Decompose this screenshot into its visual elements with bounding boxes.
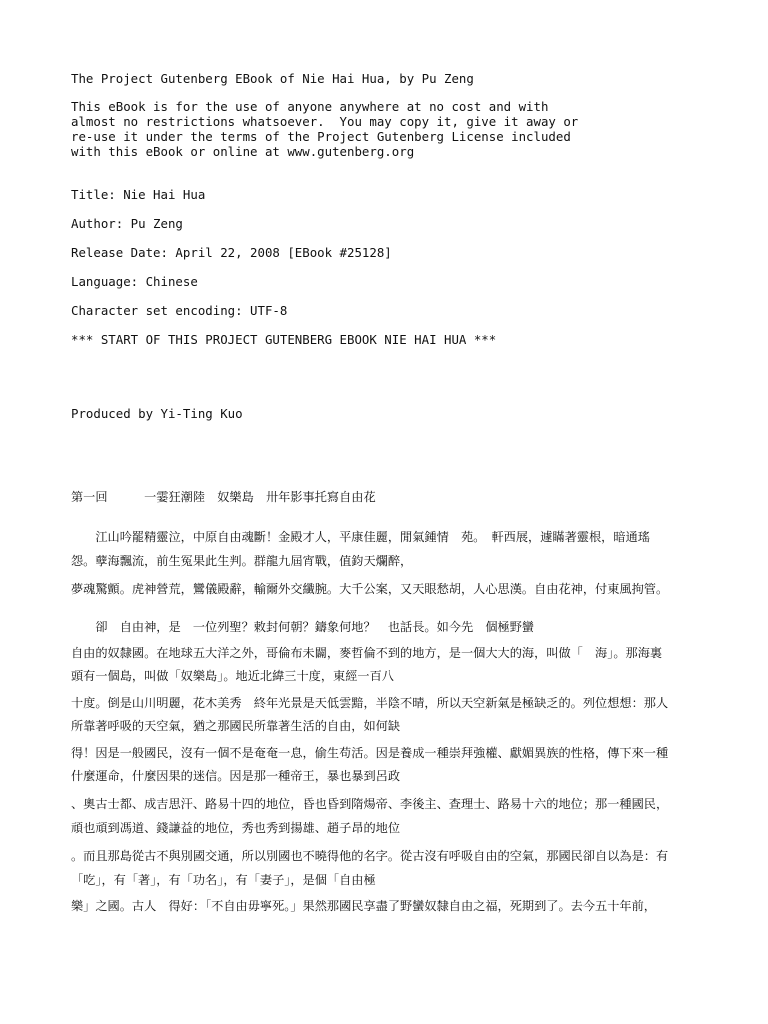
chapter-line: 怨。孽海飄流，前生冤果此生判。群龍九屆宵戰，值鈞天爛醉， — [71, 554, 413, 568]
chapter-line: 、奧古士都、成吉思汗、路易十四的地位，昏也昏到隋煬帝、李後主、查理士、路易十六的地位；那一種國民， — [71, 797, 669, 811]
chapter-line: 。而且那島從古不與別國交通，所以別國也不曉得他的名字。從古沒有呼吸自由的空氣，那國民卻自以為是：有 — [71, 849, 669, 863]
produced-by: Produced by Yi-Ting Kuo — [71, 406, 243, 421]
chapter-line: 江山吟罷精靈泣，中原自由魂斷！金殿才人，平康佳麗，閒氣鍾情 苑。 軒西展，遽瞞著靈根，暗通瑤 — [71, 530, 650, 544]
chapter-line: 自由的奴隸國。在地球五大洋之外，哥倫布未闢，麥哲倫不到的地方，是一個大大的海，叫做「 海」。那海裏 — [71, 646, 663, 660]
chapter-line: 頑也頑到馮道、錢謙益的地位，秀也秀到揚雄、趙子昂的地位 — [71, 821, 401, 835]
chapter-line: 十度。倒是山川明麗，花木美秀 終年光景是天低雲黯，半陰不晴，所以天空新氣是極缺乏的。列位想想：那人 — [71, 696, 669, 710]
chapter-line: 「吃」，有「著」，有「功名」，有「妻子」，是個「自由極 — [71, 873, 376, 887]
chapter-line: 得！因是一般國民，沒有一個不是奄奄一息，偷生苟活。因是養成一種崇拜強權、獻媚異族的性格，傳下來一種 — [71, 746, 669, 760]
chapter-line: 樂」之國。古人 得好：「不自由毋寧死。」果然那國民享盡了野蠻奴隸自由之福，死期到了。去今五十年前， — [71, 899, 656, 913]
chapter-heading: 第一回 一霎狂潮陸 奴樂島 卅年影事托寫自由花 — [71, 490, 376, 504]
license-line-4: with this eBook or online at www.gutenberg.org — [71, 144, 415, 159]
ebook-title-line: The Project Gutenberg EBook of Nie Hai Hua, by Pu Zeng — [71, 71, 474, 86]
chapter-line: 夢魂驚顫。虎神營荒，鸞儀殿辭，輸爾外交纖腕。大千公案，又天眼愁胡，人心思漢。自由花神，付東風拘管。 — [71, 582, 669, 596]
meta-author: Author: Pu Zeng — [71, 216, 183, 231]
chapter-line: 卻 自由神，是 一位列聖？敕封何朝？鑄象何地？ 也話長。如今先 個極野蠻 — [71, 620, 535, 634]
license-line-1: This eBook is for the use of anyone anywhere at no cost and with — [71, 99, 549, 114]
chapter-line: 所靠著呼吸的天空氣，猶之那國民所靠著生活的自由，如何缺 — [71, 719, 401, 733]
meta-title: Title: Nie Hai Hua — [71, 187, 206, 202]
meta-release-date: Release Date: April 22, 2008 [EBook #25128] — [71, 245, 392, 260]
chapter-line: 什麼運命，什麼因果的迷信。因是那一種帝王，暴也暴到呂政 — [71, 769, 401, 783]
license-line-3: re-use it under the terms of the Project Gutenberg License included — [71, 129, 571, 144]
start-marker: *** START OF THIS PROJECT GUTENBERG EBOOK NIE HAI HUA *** — [71, 332, 497, 347]
chapter-line: 頭有一個島，叫做「奴樂島」。地近北緯三十度，東經一百八 — [71, 669, 394, 683]
meta-encoding: Character set encoding: UTF-8 — [71, 303, 288, 318]
meta-language: Language: Chinese — [71, 274, 198, 289]
license-line-2: almost no restrictions whatsoever. You may copy it, give it away or — [71, 114, 579, 129]
